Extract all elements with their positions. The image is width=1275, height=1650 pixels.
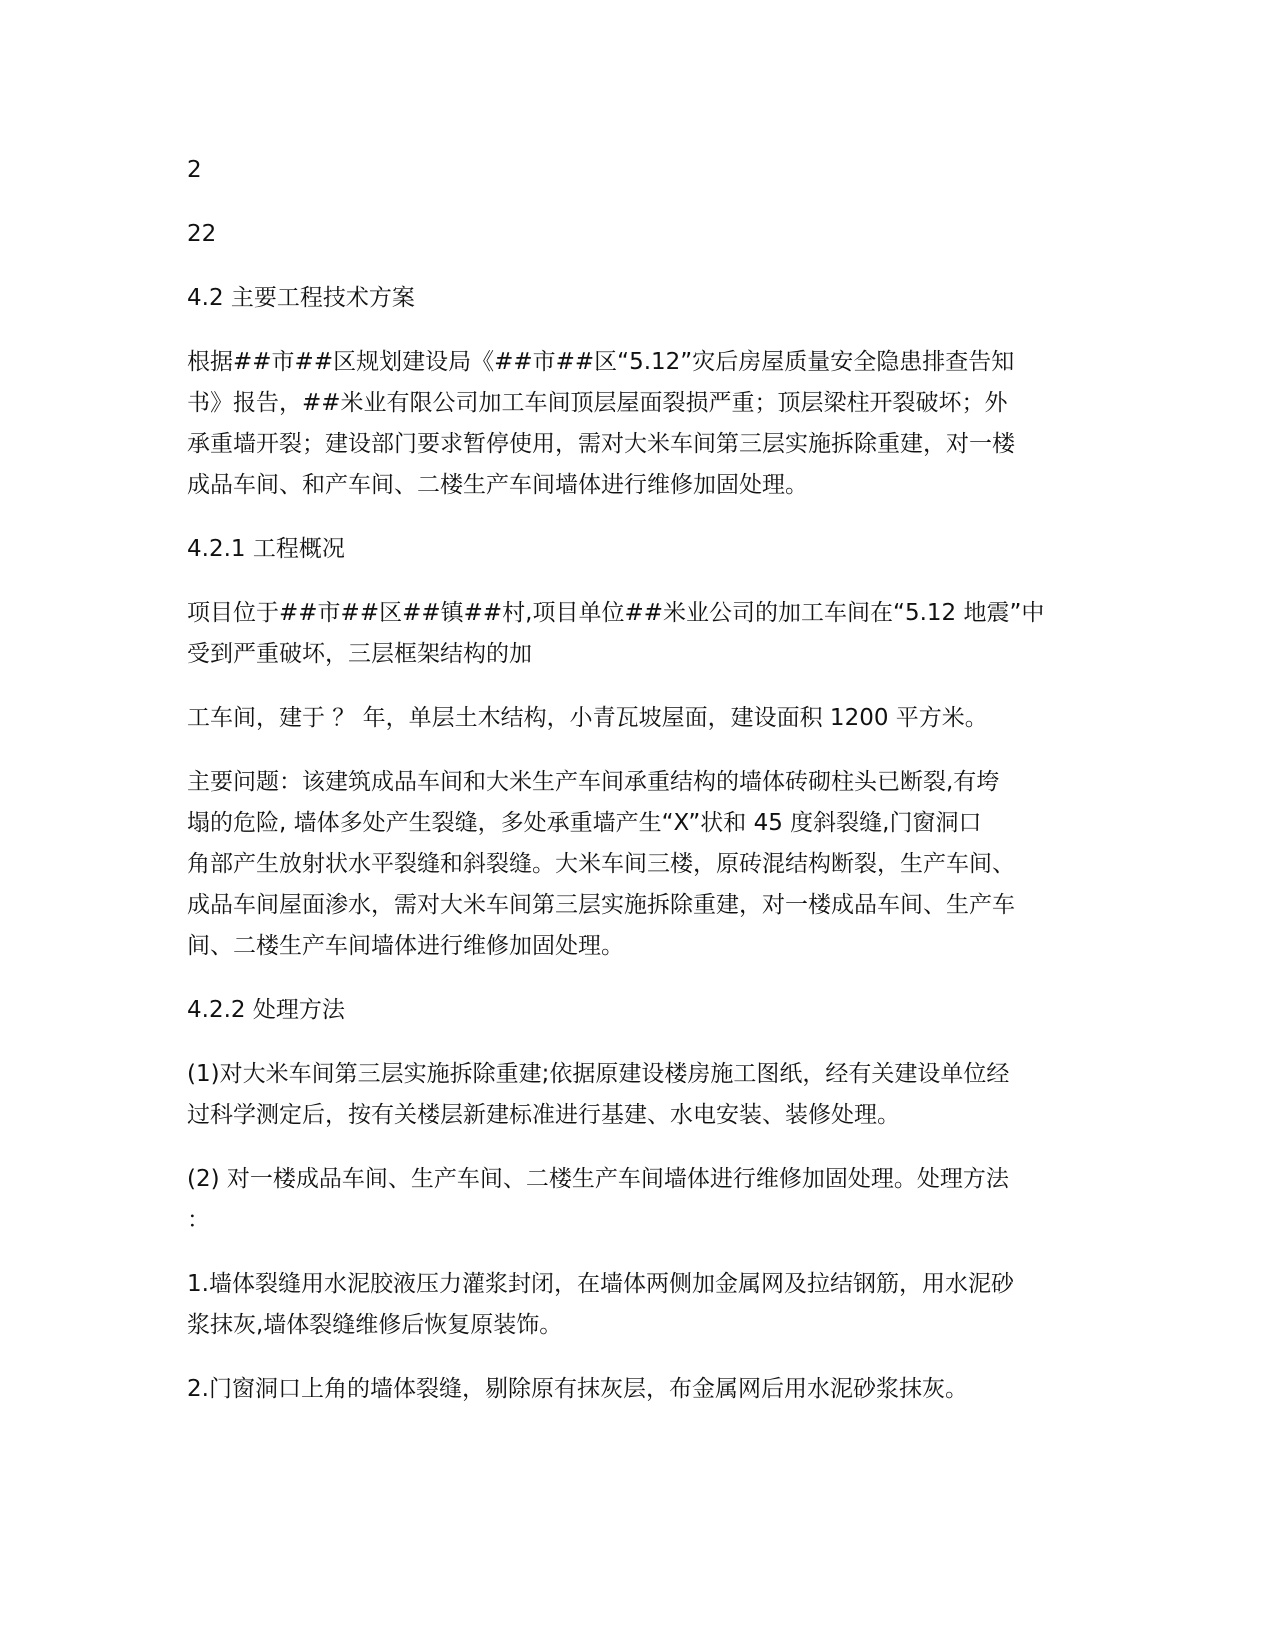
paragraph-line: 1.墙体裂缝用水泥胶液压力灌浆封闭，在墙体两侧加金属网及拉结钢筋，用水泥砂 — [187, 1271, 1014, 1297]
paragraph-line: 承重墙开裂；建设部门要求暂停使用，需对大米车间第三层实施拆除重建，对一楼 — [187, 431, 1015, 457]
paragraph-main-problems — [187, 762, 1092, 967]
paragraph-line: 角部产生放射状水平裂缝和斜裂缝。大米车间三楼，原砖混结构断裂，生产车间、 — [187, 851, 1015, 877]
paragraph-project-location — [187, 593, 1092, 675]
paragraph-line: 间、二楼生产车间墙体进行维修加固处理。 — [187, 933, 624, 959]
paragraph-background — [187, 342, 1092, 506]
paragraph-line: 项目位于##市##区##镇##村,项目单位##米业公司的加工车间在“5.12 地震”中 — [187, 600, 1045, 626]
heading-text: 4.2 主要工程技术方案 — [187, 285, 415, 311]
document-page — [187, 150, 1092, 1433]
paragraph-line: ： — [187, 1207, 210, 1233]
heading-text: 4.2.1 工程概况 — [187, 536, 345, 562]
section-heading-4-2-1 — [187, 529, 1092, 570]
paragraph-line: 浆抹灰,墙体裂缝维修后恢复原装饰。 — [187, 1312, 563, 1338]
paragraph-line: 成品车间、和产车间、二楼生产车间墙体进行维修加固处理。 — [187, 472, 808, 498]
section-heading-4-2 — [187, 278, 1092, 319]
paragraph-line: (1)对大米车间第三层实施拆除重建;依据原建设楼房施工图纸，经有关建设单位经 — [187, 1061, 1010, 1087]
page-number-line-1 — [187, 150, 1092, 191]
paragraph-line: 根据##市##区规划建设局《##市##区“5.12”灾后房屋质量安全隐患排查告知 — [187, 349, 1015, 375]
paragraph-line: 2.门窗洞口上角的墙体裂缝，剔除原有抹灰层，布金属网后用水泥砂浆抹灰。 — [187, 1376, 968, 1402]
section-heading-4-2-2 — [187, 990, 1092, 1031]
paragraph-line: 书》报告，##米业有限公司加工车间顶层屋面裂损严重；顶层梁柱开裂破坏；外 — [187, 390, 1008, 416]
number-text: 2 — [187, 157, 202, 183]
heading-text: 4.2.2 处理方法 — [187, 997, 345, 1023]
paragraph-step-1 — [187, 1264, 1092, 1346]
paragraph-line: 塌的危险, 墙体多处产生裂缝，多处承重墙产生“X”状和 45 度斜裂缝,门窗洞口 — [187, 810, 982, 836]
paragraph-line: (2) 对一楼成品车间、生产车间、二楼生产车间墙体进行维修加固处理。处理方法 — [187, 1166, 1009, 1192]
paragraph-line: 工车间，建于 ？ 年，单层土木结构，小青瓦坡屋面，建设面积 1200 平方米。 — [187, 705, 988, 731]
paragraph-line: 受到严重破坏，三层框架结构的加 — [187, 641, 532, 667]
paragraph-line: 成品车间屋面渗水，需对大米车间第三层实施拆除重建，对一楼成品车间、生产车 — [187, 892, 1015, 918]
paragraph-method-1 — [187, 1054, 1092, 1136]
page-number-line-2 — [187, 214, 1092, 255]
paragraph-building-info — [187, 698, 1092, 739]
paragraph-step-2 — [187, 1369, 1092, 1410]
paragraph-line: 主要问题：该建筑成品车间和大米生产车间承重结构的墙体砖砌柱头已断裂,有垮 — [187, 769, 1000, 795]
paragraph-line: 过科学测定后，按有关楼层新建标准进行基建、水电安装、装修处理。 — [187, 1102, 900, 1128]
number-text: 22 — [187, 221, 217, 247]
paragraph-method-2 — [187, 1159, 1092, 1241]
